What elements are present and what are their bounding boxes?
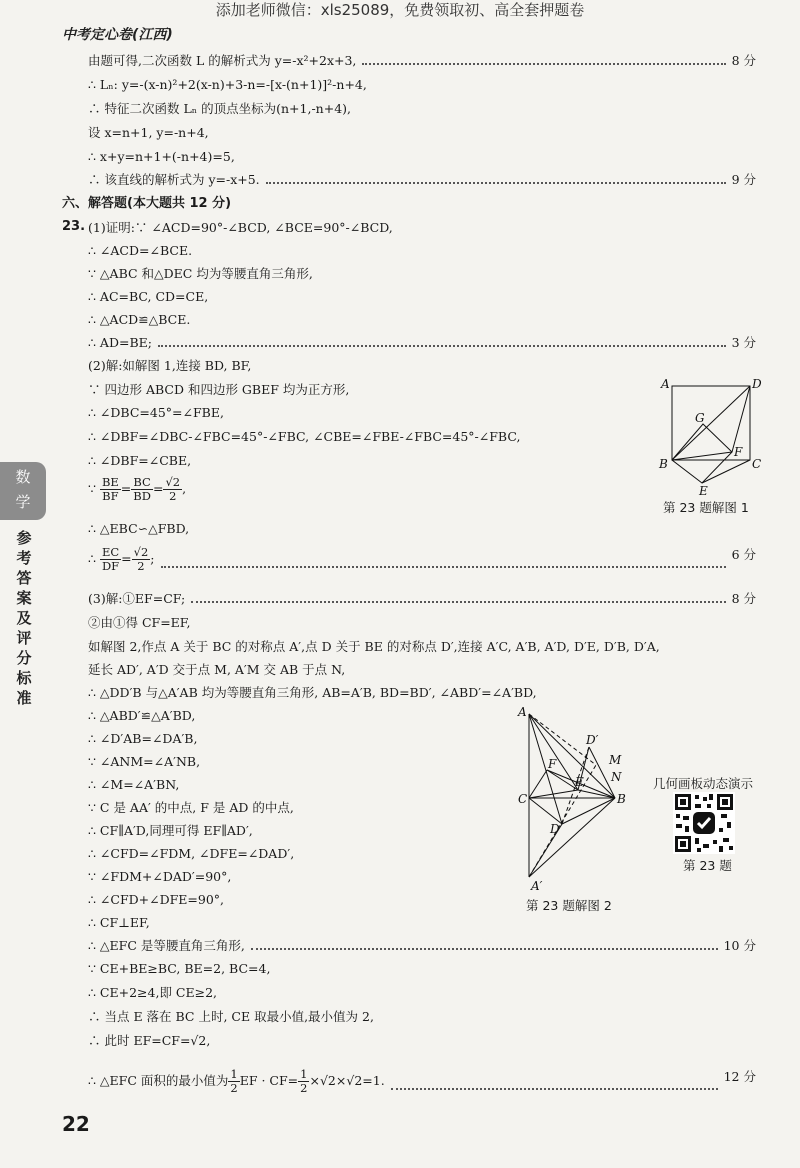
solution-line: ∴ CF∥A′D,同理可得 EF∥AD′, (88, 823, 253, 838)
solution-line: ∴ △EBC∽△FBD, (88, 521, 190, 536)
segment-cd (529, 798, 562, 824)
label-c: C (752, 457, 762, 471)
figure-1-caption: 第 23 题解图 1 (663, 500, 749, 515)
solution-line: ∴ CF⊥EF, (88, 915, 150, 930)
qr-code-icon[interactable] (673, 792, 735, 854)
solution-line: ∴ 此时 EF=CF=√2, (88, 1033, 211, 1048)
side-label-char: 分 (16, 649, 32, 667)
solution-line: ∵ 四边形 ABCD 和四边形 GBEF 均为正方形, (88, 382, 350, 397)
question-number: 23. (62, 219, 86, 234)
segment-fe (547, 770, 578, 790)
segment-cf (529, 770, 547, 798)
label-d: D (550, 822, 560, 836)
solution-line: ∴ 当点 E 落在 BC 上时, CE 取最小值,最小值为 2, (88, 1009, 374, 1024)
segment-bf (672, 452, 732, 460)
subject-tab-char: 学 (15, 493, 31, 511)
solution-line: ∵ ∠ANM=∠A′NB, (88, 754, 201, 769)
label-a: A (518, 705, 527, 719)
solution-line: 设 x=n+1, y=-n+4, (88, 125, 209, 140)
subject-tab-char: 数 (15, 468, 31, 486)
label-d: D (752, 377, 762, 391)
section-title: 六、解答题(本大题共 12 分) (62, 196, 232, 211)
solution-line: ∴ AC=BC, CD=CE, (88, 289, 209, 304)
solution-line: ∴ ∠DBF=∠CBE, (88, 453, 192, 468)
solution-line: ∴ CE+2≥4,即 CE≥2, (88, 985, 218, 1000)
subject-tab (0, 462, 46, 520)
label-b: B (659, 457, 668, 471)
figure-2-caption: 第 23 题解图 2 (526, 898, 612, 913)
segment-fd (732, 386, 750, 452)
solution-line: ∴ ∠M=∠A′BN, (88, 777, 180, 792)
segment-eb (578, 790, 615, 798)
figure-1 (655, 376, 765, 496)
page-number: 22 (62, 1112, 90, 1136)
solution-line: ∴ △EFC 是等腰直角三角形, 10 分 (88, 938, 756, 953)
side-label-char: 准 (16, 689, 32, 707)
segment-ec (702, 460, 750, 483)
side-label-char: 答 (16, 569, 32, 587)
solution-line: ∴ ∠CFD=∠FDM, ∠DFE=∠DAD′, (88, 846, 295, 861)
segment-a-prime-b (529, 798, 615, 877)
side-label-char: 及 (16, 609, 32, 627)
fraction-line: ∴ $\frac{EC}{DF}$ = $\frac{√2}{2}$ ; 6 分 (88, 545, 756, 573)
page-header: 中考定心卷(江西) (62, 27, 173, 43)
solution-line: ∴ ∠DBC=45°=∠FBE, (88, 405, 224, 420)
solution-line: ∴ x+y=n+1+(-n+4)=5, (88, 149, 235, 164)
label-d-prime: D′ (586, 733, 599, 747)
solution-line: ∴ 特征二次函数 Lₙ 的顶点坐标为(n+1,-n+4), (88, 101, 352, 116)
solution-line: (1)证明:∵ ∠ACD=90°-∠BCD, ∠BCE=90°-∠BCD, (88, 220, 393, 235)
solution-line: ∴ Lₙ: y=-(x-n)²+2(x-n)+3-n=-[x-(n+1)]²-n+4, (88, 77, 367, 92)
solution-line: ∵ ∠FDM+∠DAD′=90°, (88, 869, 232, 884)
fraction-line: ∵ $\frac{BE}{BF}$ = $\frac{BC}{BD}$ = $\frac{√2}{2}$ , (88, 475, 187, 503)
label-f: F (548, 757, 557, 771)
side-label-char: 案 (16, 589, 32, 607)
label-m: M (609, 753, 622, 767)
solution-line: 延长 AD′, A′D 交于点 M, A′M 交 AB 于点 N, (88, 662, 346, 677)
label-g: G (695, 411, 705, 425)
label-e: E (699, 484, 708, 496)
fraction-line: ∴ △EFC 面积的最小值为 $\frac{1}{2}$ EF · CF= $\frac{1}{2}$ ×√2×√2=1. 12 分 (88, 1067, 756, 1095)
solution-line: (3)解:①EF=CF; 8 分 (88, 591, 756, 606)
side-label-char: 参 (16, 529, 32, 547)
label-f: F (734, 445, 743, 459)
qr-title: 几何画板动态演示 (653, 776, 754, 791)
side-label-char: 考 (16, 549, 32, 567)
side-label-char: 评 (16, 629, 32, 647)
label-e: E (575, 775, 584, 789)
solution-line: ∵ CE+BE≥BC, BE=2, BC=4, (88, 961, 271, 976)
solution-line: ∴ 该直线的解析式为 y=-x+5. 9 分 (88, 172, 756, 187)
solution-line: ∴ AD=BE; 3 分 (88, 335, 756, 350)
label-c: C (518, 792, 528, 806)
solution-line: ∴ ∠D′AB=∠DA′B, (88, 731, 198, 746)
solution-line: ∵ △ABC 和△DEC 均为等腰直角三角形, (88, 266, 313, 281)
solution-line: ∴ ∠DBF=∠DBC-∠FBC=45°-∠FBC, ∠CBE=∠FBE-∠FBC=45°-∠FBC, (88, 429, 521, 444)
solution-line: 由题可得,二次函数 L 的解析式为 y=-x²+2x+3, 8 分 (88, 53, 756, 68)
solution-line: ∴ ∠CFD+∠DFE=90°, (88, 892, 225, 907)
qr-caption: 第 23 题 (683, 858, 732, 873)
solution-line: ∴ △ABD′≌△A′BD, (88, 708, 196, 723)
solution-line: ②由①得 CF=EF, (88, 615, 191, 630)
label-n: N (611, 770, 622, 784)
solution-line: ∵ C 是 AA′ 的中点, F 是 AD 的中点, (88, 800, 294, 815)
figure-2 (512, 702, 632, 892)
side-label (14, 528, 34, 708)
watermark: 添加老师微信：xls25089，免费领取初、高全套押题卷 (215, 1, 585, 19)
solution-line: ∴ △ACD≌△BCE. (88, 312, 191, 327)
side-label-char: 标 (16, 669, 32, 687)
solution-line: (2)解:如解图 1,连接 BD, BF, (88, 358, 252, 373)
label-b: B (617, 792, 626, 806)
label-a: A (661, 377, 670, 391)
solution-line: 如解图 2,作点 A 关于 BC 的对称点 A′,点 D 关于 BE 的对称点 D′,连接 A′C, A′B, A′D, D′E, D′B, D′A, (88, 639, 660, 654)
solution-line: ∴ △DD′B 与△A′AB 均为等腰直角三角形, AB=A′B, BD=BD′, ∠ABD′=∠A′BD, (88, 685, 537, 700)
segment-ae (529, 714, 578, 790)
label-a-prime: A′ (531, 879, 543, 892)
solution-line: ∴ ∠ACD=∠BCE. (88, 243, 193, 258)
